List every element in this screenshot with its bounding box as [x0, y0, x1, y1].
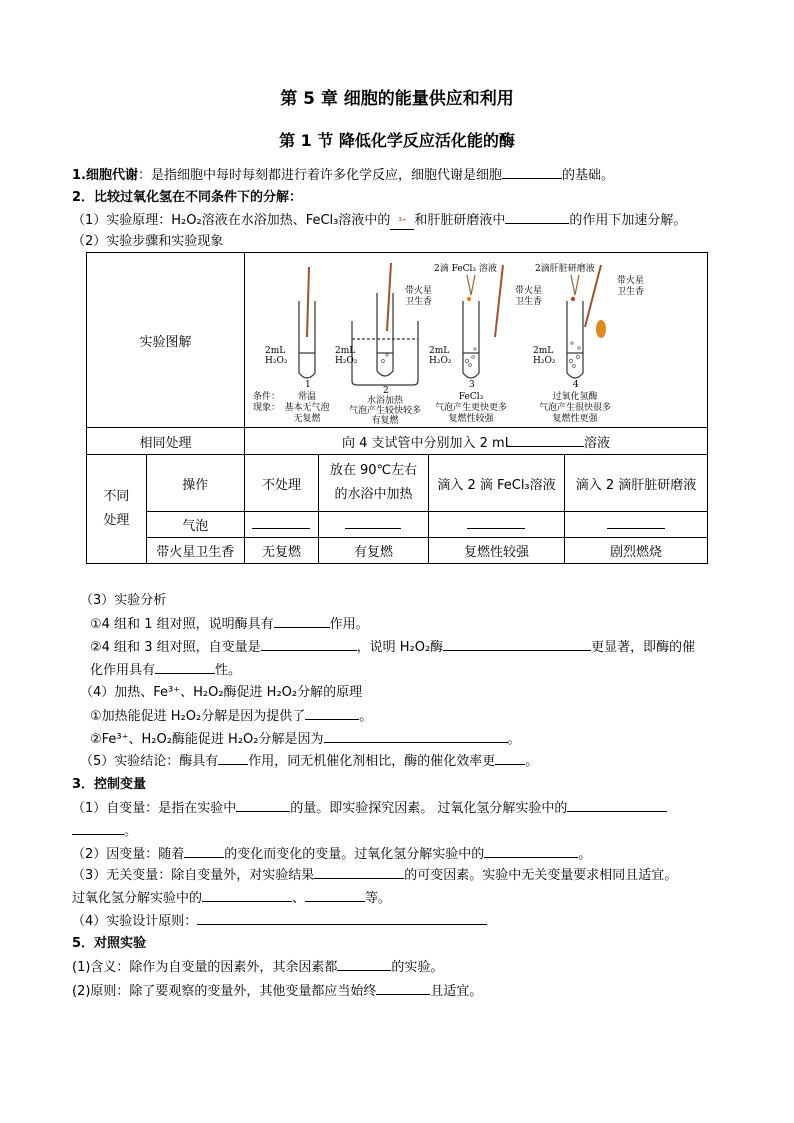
blank[interactable]	[305, 707, 359, 720]
analysis-l4	[90, 707, 372, 726]
blank[interactable]	[314, 866, 404, 879]
s3-l1	[72, 799, 667, 818]
blank[interactable]	[607, 516, 665, 529]
text: ②4 组和 3 组对照，自变量是	[90, 640, 261, 655]
analysis-head: （3）实验分析	[80, 593, 167, 608]
figure-cell	[244, 253, 707, 428]
text: ②Fe³⁺、H₂O₂酶能促进 H₂O₂分解是因为	[90, 732, 324, 747]
fig-cond: FeCl₃	[458, 392, 484, 402]
blank[interactable]	[443, 638, 591, 651]
fig-phen: 复燃性更强	[552, 414, 598, 424]
fig-phen: 气泡产生较快较多	[348, 406, 421, 416]
incense-cell	[318, 538, 428, 564]
fig-cond-label: 条件：	[252, 392, 280, 402]
fig-phen-label: 现象：	[252, 403, 280, 413]
fig-incense-note: 卫生香	[616, 287, 644, 297]
text: 等。	[365, 891, 392, 906]
bubble-cell	[428, 512, 564, 538]
text: 化作用具有	[90, 663, 156, 678]
text: 的变化而变化的变量。过氧化氢分解实验中的	[224, 847, 485, 862]
op-cell	[564, 455, 707, 512]
chapter-title: 第 5 章 细胞的能量供应和利用	[280, 89, 514, 109]
s3-heading: 3．控制变量	[72, 777, 147, 792]
text: （1）自变量：是指在实验中	[72, 801, 237, 816]
diff-label-1: 不同	[103, 489, 130, 504]
fig-phen: 基本无气泡	[284, 403, 330, 413]
bubble-cell	[318, 512, 428, 538]
diff-label-cell	[87, 455, 147, 564]
s1-line	[72, 166, 614, 185]
op-text: 不处理	[261, 477, 301, 493]
text: 。	[359, 709, 373, 724]
section-title: 第 1 节 降低化学反应活化能的酶	[279, 131, 515, 150]
blank[interactable]	[202, 889, 292, 902]
text: 性。	[215, 663, 242, 678]
s1-label: 1.细胞代谢	[72, 168, 138, 183]
fig-vol: 2mL	[264, 346, 286, 356]
s3-l3	[72, 866, 677, 885]
analysis-l6	[80, 752, 538, 771]
s5-l2	[72, 982, 482, 1001]
experiment-figure	[245, 253, 707, 427]
blank[interactable]	[252, 516, 310, 529]
text: 的量。即实验探究因素。 过氧化氢分解实验中的	[290, 801, 568, 816]
text: ①4 组和 1 组对照，说明酶具有	[90, 617, 274, 632]
blank[interactable]	[72, 822, 124, 835]
op-label-cell	[146, 455, 244, 512]
fig-incense-note: 带火星	[404, 286, 432, 296]
incense-text: 复燃性较强	[463, 545, 529, 560]
dropper-3	[467, 275, 475, 295]
op-text: 滴入 2 滴肝脏研磨液	[575, 477, 697, 493]
s5-l1	[72, 958, 443, 977]
fig-h2o2: H₂O₂	[532, 356, 556, 366]
test-tube-2	[377, 293, 393, 376]
text: (2)原则：除了要观察的变量外，其他变量都应当始终	[72, 984, 377, 999]
incense-stick-2	[387, 263, 391, 331]
blank[interactable]	[376, 982, 430, 995]
blank[interactable]	[505, 211, 569, 224]
incense-text: 有复燃	[353, 545, 393, 560]
s2-p2: （2）实验步骤和实验现象	[72, 234, 224, 249]
blank[interactable]	[218, 752, 248, 765]
fig-phen: 无复燃	[293, 414, 321, 424]
op-text: 滴入 2 滴 FeCl₃溶液	[437, 477, 556, 493]
text: 且适宜。	[430, 984, 483, 999]
fig-num: 3	[468, 380, 475, 390]
fig-label-cell	[87, 253, 245, 428]
bubble-label: 气泡	[182, 519, 209, 534]
blank[interactable]	[467, 516, 525, 529]
blank[interactable]	[484, 845, 578, 858]
experiment-table	[86, 252, 708, 564]
fig-top-label-2: 2滴肝脏研磨液	[534, 264, 595, 274]
same-text-b: 溶液	[583, 435, 610, 451]
bubble-label-cell	[146, 512, 244, 538]
same-text-cell	[244, 428, 707, 455]
fig-num: 1	[304, 380, 311, 390]
incense-stick-3	[495, 265, 503, 337]
text: 。	[525, 754, 539, 769]
fig-h2o2: H₂O₂	[428, 356, 452, 366]
s1-end: 的基础。	[562, 168, 615, 183]
fig-incense-note: 卫生香	[404, 297, 432, 307]
fig-phen: 气泡产生更快更多	[434, 403, 507, 413]
s3-l1-cont	[72, 822, 137, 841]
s3-l5	[72, 912, 487, 931]
flame-icon	[596, 320, 606, 338]
text: 的实验。	[391, 960, 444, 975]
diff-label-2: 处理	[103, 513, 130, 528]
drop-icon	[467, 297, 471, 301]
s2-heading: 2．比较过氧化氢在不同条件下的分解：	[72, 190, 303, 205]
blank[interactable]	[502, 166, 562, 179]
text: ①加热能促进 H₂O₂分解是因为提供了	[90, 709, 306, 724]
text: 更显著，即酶的催	[591, 640, 696, 655]
fig-vol: 2mL	[532, 346, 554, 356]
s2-p1	[72, 211, 686, 230]
incense-label-cell	[146, 538, 244, 564]
fig-h2o2: H₂O₂	[264, 356, 288, 366]
analysis-p4: （4）加热、Fe³⁺、H₂O₂酶促进 H₂O₂分解的原理	[80, 685, 363, 700]
incense-text: 无复燃	[261, 545, 301, 560]
blank[interactable]	[567, 799, 667, 812]
text: （4）实验设计原则：	[72, 914, 198, 929]
text: 。	[124, 824, 138, 839]
s5-heading: 5．对照实验	[72, 936, 147, 951]
red-mark: ³⁺	[398, 217, 407, 227]
incense-stick-1	[307, 267, 309, 337]
blank[interactable]	[236, 799, 290, 812]
text: 的可变因素。实验中无关变量要求相同且适宜。	[404, 868, 678, 883]
blank[interactable]	[324, 730, 508, 743]
text: 作用，同无机催化剂相比，酶的催化效率更	[248, 754, 496, 769]
dropper-4	[571, 275, 579, 295]
drop-icon	[571, 297, 575, 301]
s2-p1-b: 和肝脏研磨液中	[414, 213, 506, 228]
fig-vol: 2mL	[334, 346, 356, 356]
s1-text: ：是指细胞中每时每刻都进行着许多化学反应，细胞代谢是细胞	[137, 168, 502, 183]
s3-l4	[72, 889, 391, 908]
fig-h2o2: H₂O₂	[334, 356, 358, 366]
fig-phen: 复燃性较强	[448, 414, 494, 424]
blank[interactable]	[305, 889, 365, 902]
fig-num: 4	[572, 380, 579, 390]
incense-text: 剧烈燃烧	[609, 545, 662, 560]
fig-cond: 常温	[297, 392, 316, 402]
blank[interactable]	[274, 615, 330, 628]
blank[interactable]	[495, 752, 525, 765]
text: ，说明 H₂O₂酶	[356, 640, 444, 655]
op-text: 放在 90℃左右的水浴中加热	[329, 463, 418, 502]
blank[interactable]	[345, 516, 401, 529]
incense-label: 带火星卫生香	[156, 545, 235, 560]
fig-cond: 过氧化氢酶	[552, 392, 598, 402]
same-label: 相同处理	[139, 435, 192, 451]
fig-cond: 水浴加热	[366, 396, 403, 406]
text: （2）因变量：随着	[72, 847, 185, 862]
fig-incense-note: 带火星	[514, 286, 542, 296]
text: 作用。	[329, 617, 369, 632]
fig-phen: 气泡产生很快很多	[538, 403, 611, 413]
analysis-l2	[90, 638, 695, 657]
text: 。	[507, 732, 521, 747]
fig-label: 实验图解	[139, 334, 192, 350]
op-cell	[428, 455, 564, 512]
blank[interactable]	[197, 912, 487, 925]
blank[interactable]	[261, 638, 357, 651]
text: 。	[578, 847, 592, 862]
text: 过氧化氢分解实验中的	[72, 891, 203, 906]
op-cell	[244, 455, 318, 512]
text: （5）实验结论：酶具有	[80, 754, 219, 769]
bubble-cell	[564, 512, 707, 538]
blank[interactable]	[184, 845, 224, 858]
same-text-a: 向 4 支试管中分别加入 2 mL	[341, 435, 512, 451]
text: 、	[292, 891, 306, 906]
bubble-cell	[244, 512, 318, 538]
fig-incense-note: 卫生香	[514, 297, 542, 307]
s3-l2	[72, 845, 591, 864]
blank[interactable]	[512, 434, 584, 447]
same-label-cell	[87, 428, 245, 455]
s2-p1-a: （1）实验原理：H₂O₂溶液在水浴加热、FeCl₃溶液中的	[72, 213, 391, 228]
fig-incense-note: 带火星	[616, 276, 644, 286]
fig-phen: 有复燃	[371, 416, 399, 426]
text: （3）无关变量：除自变量外，对实验结果	[72, 868, 315, 883]
blank[interactable]	[337, 958, 391, 971]
blank[interactable]	[155, 661, 215, 674]
text: (1)含义：除作为自变量的因素外，其余因素都	[72, 960, 338, 975]
incense-cell	[564, 538, 707, 564]
op-cell	[318, 455, 428, 512]
s2-p1-c: 的作用下加速分解。	[569, 213, 687, 228]
fig-num: 2	[382, 386, 389, 396]
test-tube-3	[463, 301, 479, 378]
op-label: 操作	[182, 477, 209, 493]
fig-vol: 2mL	[428, 346, 450, 356]
blank[interactable]	[390, 217, 414, 230]
analysis-l3	[90, 661, 241, 680]
fig-top-label-1: 2滴 FeCl₃ 溶液	[433, 264, 497, 274]
incense-cell	[244, 538, 318, 564]
incense-cell	[428, 538, 564, 564]
analysis-l1	[90, 615, 369, 634]
analysis-l5	[90, 730, 521, 749]
incense-stick-4	[585, 265, 601, 327]
